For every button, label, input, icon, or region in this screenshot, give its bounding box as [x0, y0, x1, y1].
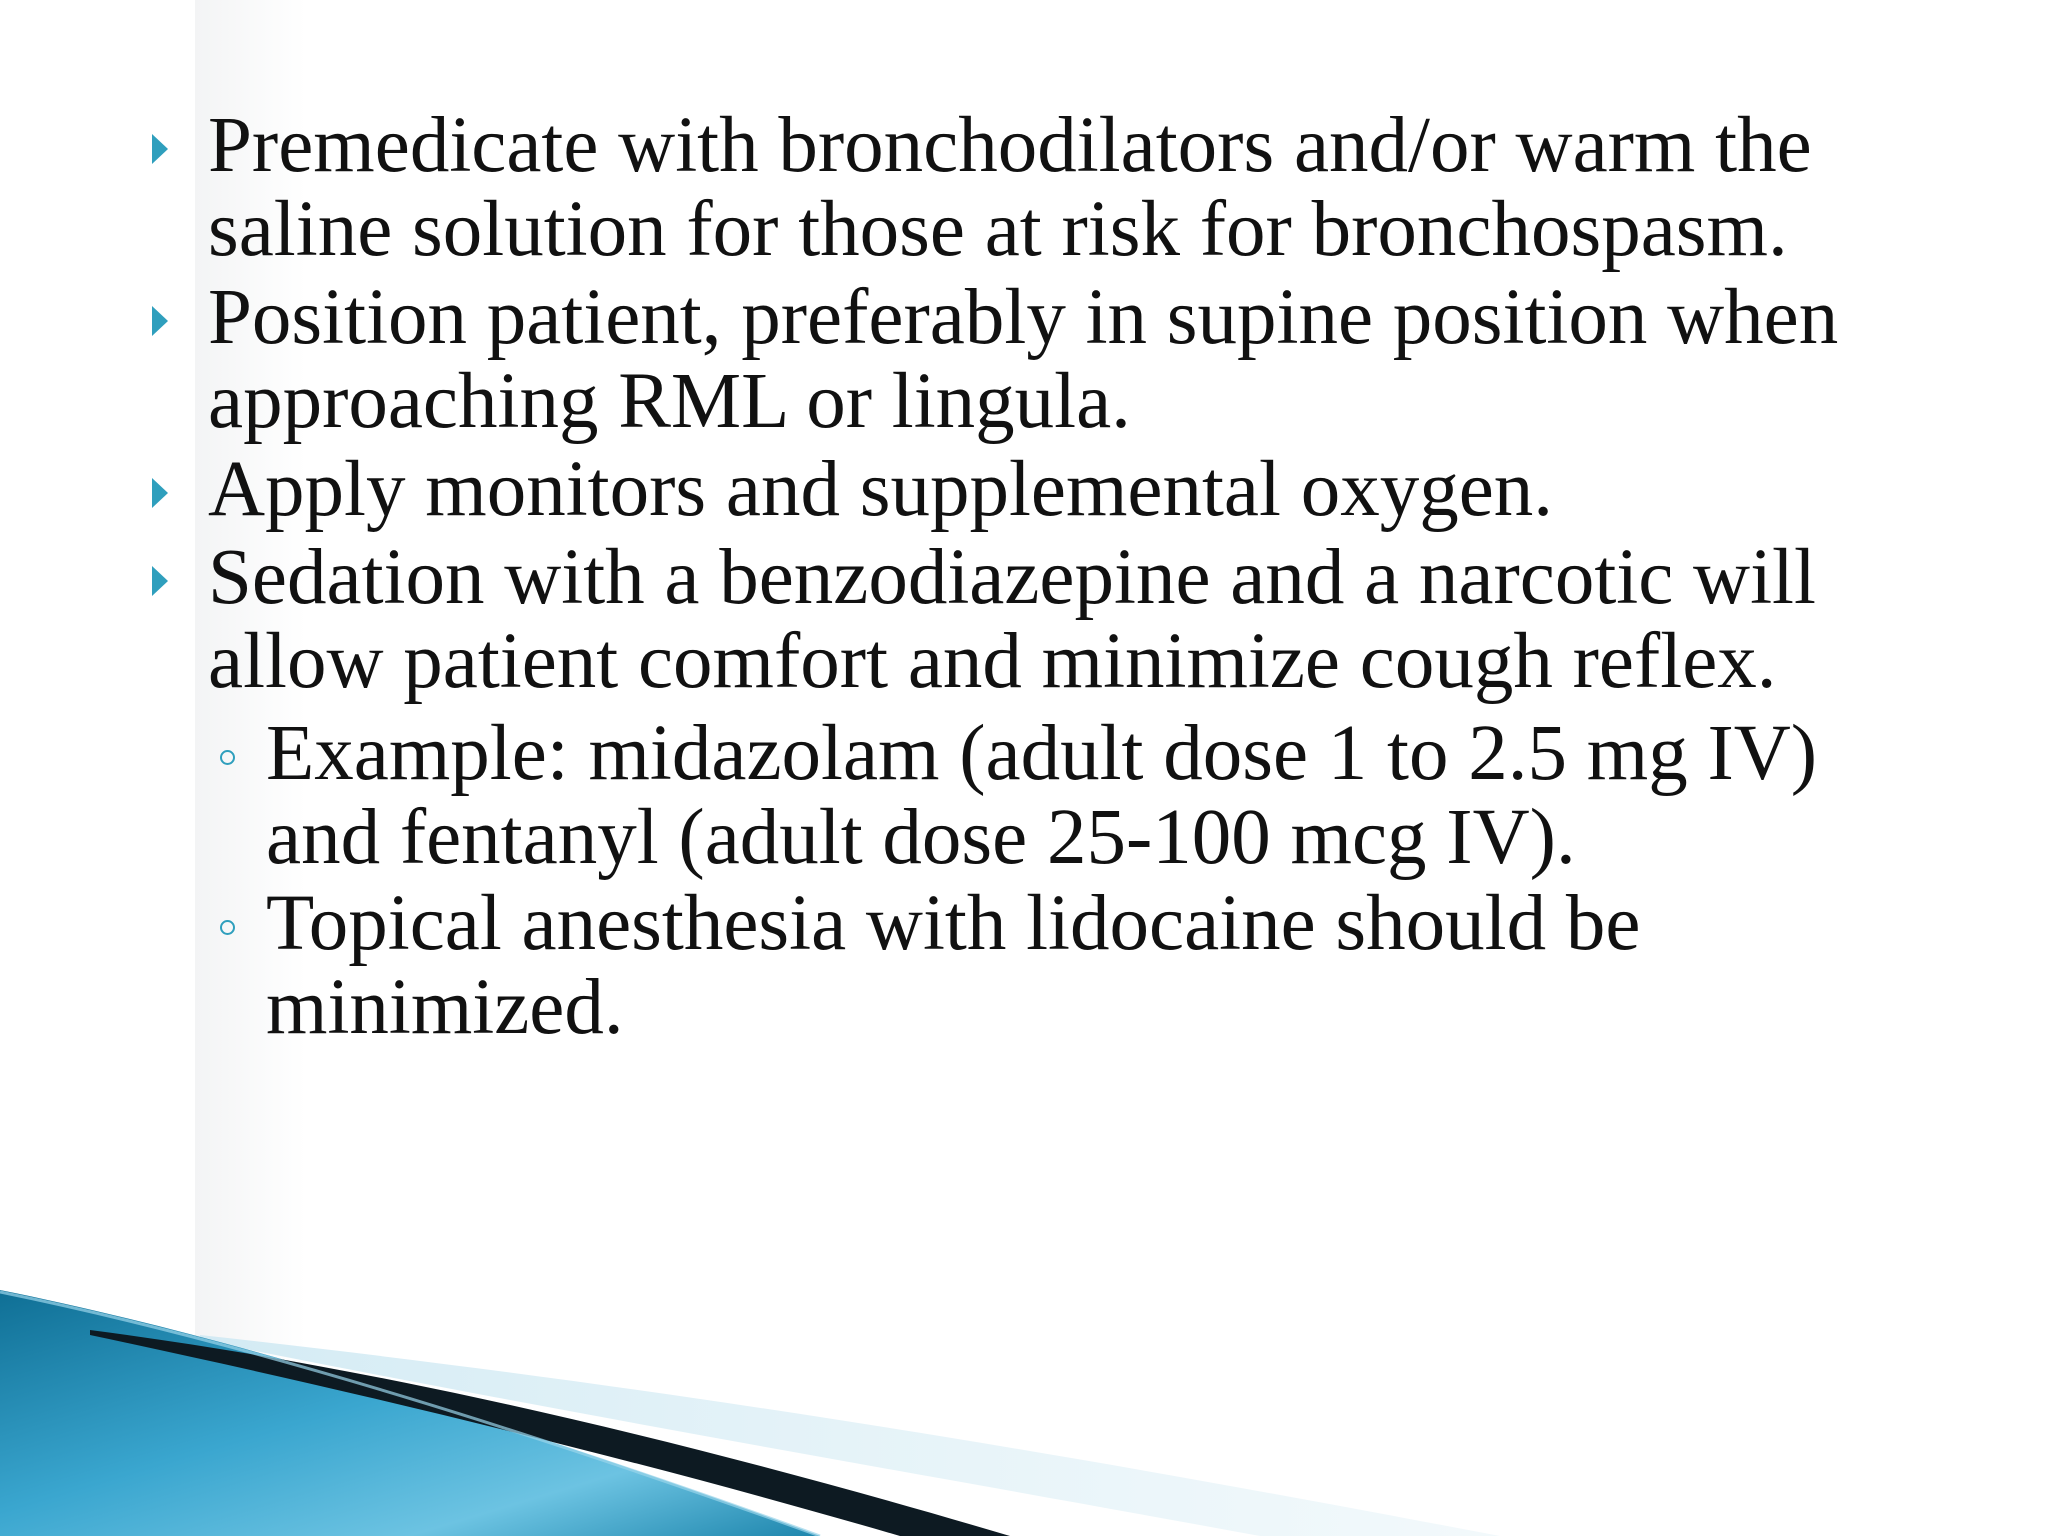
bullet-text: Sedation with a benzodiazepine and a narcotic will allow patient comfort and minimize cough reflex. — [208, 534, 1816, 705]
bullet-item — [140, 448, 1860, 532]
triangle-bullet-icon — [152, 306, 168, 336]
bullet-list — [140, 104, 1860, 1050]
triangle-bullet-icon — [152, 134, 168, 164]
bullet-text: Premedicate with bronchodilators and/or warm the saline solution for those at risk for bronchospasm. — [208, 102, 1812, 273]
triangle-bullet-icon — [152, 478, 168, 508]
sub-bullet-list — [208, 712, 1860, 1050]
sub-bullet-item — [208, 712, 1860, 880]
bullet-item — [140, 276, 1860, 444]
triangle-bullet-icon — [152, 566, 168, 596]
bullet-item — [140, 104, 1860, 272]
sub-bullet-item — [208, 882, 1860, 1050]
ring-bullet-icon — [220, 920, 235, 935]
bullet-item — [140, 536, 1860, 1050]
sub-bullet-text: Topical anesthesia with lidocaine should be minimized. — [266, 880, 1641, 1051]
ring-bullet-icon — [220, 750, 235, 765]
sub-bullet-text: Example: midazolam (adult dose 1 to 2.5 mg IV) and fentanyl (adult dose 25-100 mcg IV). — [266, 710, 1818, 881]
slide-content — [140, 104, 1860, 1054]
bullet-text: Apply monitors and supplemental oxygen. — [208, 446, 1554, 533]
bullet-text: Position patient, preferably in supine position when approaching RML or lingula. — [208, 274, 1839, 445]
